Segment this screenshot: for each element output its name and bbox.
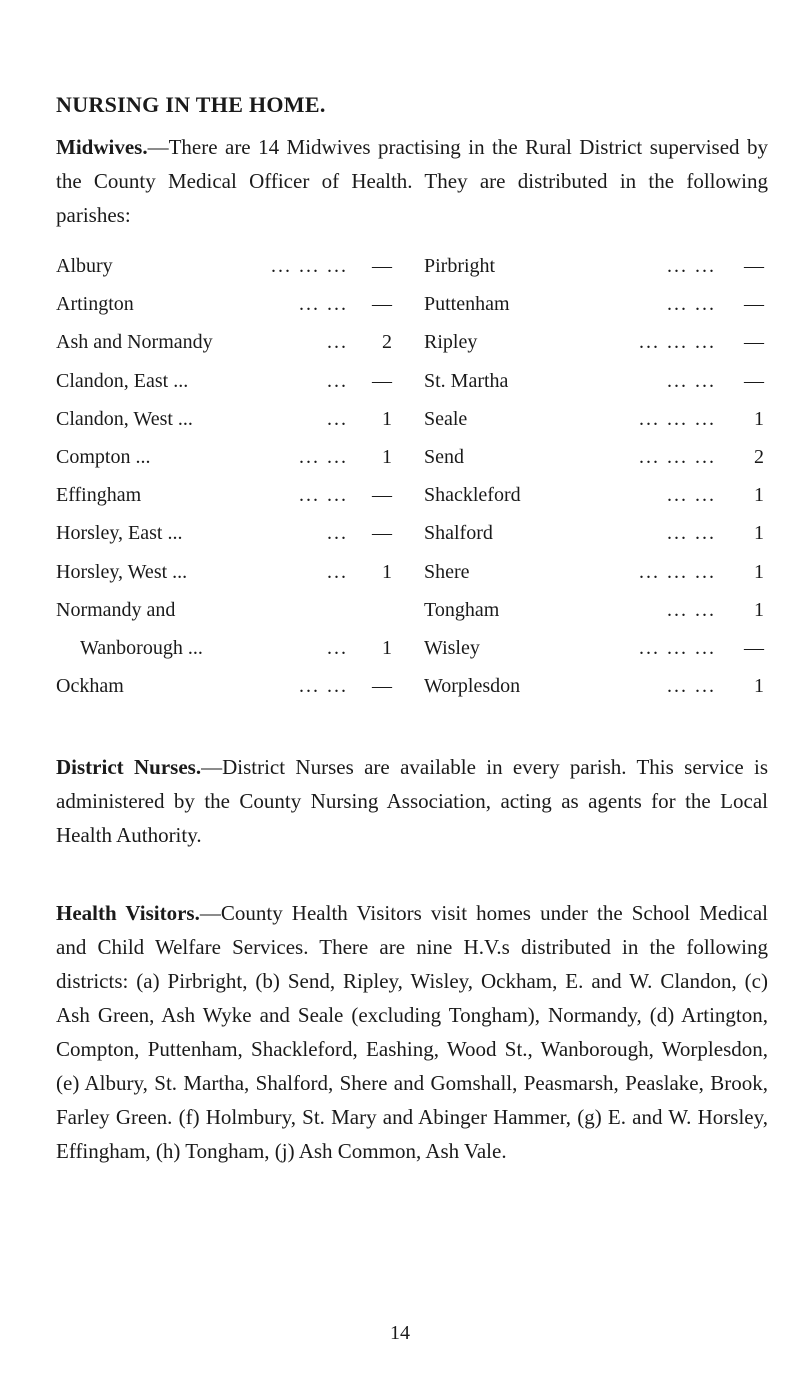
parish-name: Normandy and — [56, 598, 176, 621]
parish-row — [56, 636, 396, 674]
parish-row — [424, 330, 768, 368]
parish-row — [56, 521, 396, 559]
parish-row — [56, 674, 396, 712]
leader-dots: ... ... — [667, 598, 716, 621]
parish-name: Pirbright — [424, 255, 496, 277]
midwife-count: — — [744, 293, 764, 316]
leader-dots: ... ... — [667, 675, 716, 698]
parish-row — [424, 636, 768, 674]
parish-row — [56, 330, 396, 368]
leader-dots: ... ... — [299, 484, 348, 507]
parish-row — [56, 445, 396, 483]
midwives-paragraph — [56, 130, 768, 232]
midwife-count: — — [372, 293, 392, 316]
parish-row — [424, 254, 768, 292]
leader-dots: ... ... — [667, 369, 716, 392]
document-page — [56, 92, 768, 1168]
parish-table — [56, 254, 768, 706]
leader-dots: ... ... ... — [639, 331, 716, 354]
midwife-count: 2 — [382, 331, 392, 354]
parish-column-left — [56, 254, 396, 712]
leader-dots: ... — [327, 636, 348, 659]
parish-row — [424, 445, 768, 483]
parish-name: Horsley, East ... — [56, 522, 183, 545]
parish-name: Ash and Normandy — [56, 331, 213, 354]
parish-name: Seale — [424, 407, 468, 430]
leader-dots: ... ... — [667, 255, 716, 277]
midwife-count: — — [744, 369, 764, 392]
parish-name: Clandon, East ... — [56, 369, 189, 392]
leader-dots: ... — [327, 522, 348, 545]
parish-row — [56, 560, 396, 598]
parish-name: St. Martha — [424, 369, 509, 392]
parish-row — [424, 674, 768, 712]
parish-row — [56, 407, 396, 445]
parish-row — [56, 369, 396, 407]
parish-row — [424, 369, 768, 407]
district-nurses-text: —District Nurses are available in every parish. This service is administered by the County Nursing Association, acting as agents for the Local Health Authority. — [56, 755, 768, 847]
health-visitors-lead: Health Visitors. — [56, 901, 200, 925]
midwife-count: 2 — [754, 445, 764, 468]
parish-name: Wanborough ... — [80, 636, 203, 659]
midwife-count: 1 — [382, 407, 392, 430]
parish-name: Shalford — [424, 522, 493, 545]
district-nurses-paragraph — [56, 750, 768, 852]
parish-row — [424, 598, 768, 636]
midwife-count: 1 — [754, 675, 764, 698]
midwife-count: — — [372, 369, 392, 392]
parish-row — [56, 292, 396, 330]
parish-row — [424, 560, 768, 598]
leader-dots: ... ... ... — [271, 255, 348, 277]
parish-name: Send — [424, 445, 464, 468]
midwives-lead: Midwives. — [56, 135, 148, 159]
midwife-count: 1 — [754, 598, 764, 621]
health-visitors-text: —County Health Visitors visit homes under the School Medical and Child Welfare Services. There are nine H.V.s distributed in the following districts: (a) Pirbright, (b) Send, Ripley, Wisley, Ockham, E. and W. Clandon, (c) Ash Green, Ash Wyke and Seale (excluding Tongham), Normandy, (d) Artington, Compton, Puttenham, Shackleford, Eashing, Wood St., Wanborough, Worplesdon, (e) Albury, St. Martha, Shalford, Shere and Gomshall, Peasmarsh, Peaslake, Brook, Farley Green. (f) Holmbury, St. Mary and Abinger Hammer, (g) E. and W. Horsley, Effingham, (h) Tongham, (j) Ash Common, Ash Vale. — [56, 901, 769, 1163]
leader-dots: ... ... — [299, 445, 348, 468]
leader-dots: ... ... ... — [639, 560, 716, 583]
midwife-count: 1 — [754, 560, 764, 583]
midwife-count: 1 — [754, 484, 764, 507]
parish-name: Shackleford — [424, 484, 521, 507]
midwife-count: 1 — [754, 407, 764, 430]
leader-dots: ... — [327, 560, 348, 583]
leader-dots: ... ... ... — [639, 636, 716, 659]
midwife-count: 1 — [382, 560, 392, 583]
midwife-count: 1 — [754, 522, 764, 545]
leader-dots: ... — [327, 369, 348, 392]
parish-name: Horsley, West ... — [56, 560, 188, 583]
parish-name: Worplesdon — [424, 675, 521, 698]
midwife-count: 1 — [382, 445, 392, 468]
midwife-count: — — [372, 675, 392, 698]
page-heading: NURSING IN THE HOME. — [56, 92, 326, 117]
parish-row — [424, 407, 768, 445]
parish-name: Ockham — [56, 675, 124, 698]
parish-row — [424, 483, 768, 521]
midwife-count: — — [744, 636, 764, 659]
parish-name: Compton ... — [56, 445, 151, 468]
leader-dots: ... ... — [667, 484, 716, 507]
parish-row — [424, 292, 768, 330]
midwife-count: — — [744, 331, 764, 354]
parish-name: Tongham — [424, 598, 500, 621]
leader-dots: ... ... — [299, 293, 348, 316]
midwife-count: — — [744, 255, 764, 277]
leader-dots: ... ... ... — [639, 407, 716, 430]
parish-row — [56, 483, 396, 521]
health-visitors-paragraph — [56, 896, 768, 1168]
parish-name: Clandon, West ... — [56, 407, 193, 430]
parish-column-right — [424, 254, 768, 712]
leader-dots: ... ... ... — [639, 445, 716, 468]
page-number: 14 — [390, 1322, 410, 1344]
parish-name: Wisley — [424, 636, 480, 659]
midwife-count: — — [372, 484, 392, 507]
parish-row — [424, 521, 768, 559]
parish-row — [56, 598, 396, 636]
leader-dots: ... — [327, 331, 348, 354]
leader-dots: ... ... — [667, 522, 716, 545]
parish-name: Effingham — [56, 484, 142, 507]
leader-dots: ... ... — [299, 675, 348, 698]
parish-row — [56, 254, 396, 292]
midwife-count: — — [372, 522, 392, 545]
midwife-count: 1 — [382, 636, 392, 659]
parish-name: Albury — [56, 255, 113, 277]
leader-dots: ... — [327, 407, 348, 430]
leader-dots: ... ... — [667, 293, 716, 316]
parish-name: Shere — [424, 560, 470, 583]
district-nurses-lead: District Nurses. — [56, 755, 202, 779]
midwife-count: — — [372, 255, 392, 277]
midwives-text: —There are 14 Midwives practising in the Rural District supervised by the County Medical Officer of Health. They are distributed in the following parishes: — [56, 135, 768, 227]
parish-name: Puttenham — [424, 293, 510, 316]
parish-name: Artington — [56, 293, 134, 316]
parish-name: Ripley — [424, 331, 478, 354]
